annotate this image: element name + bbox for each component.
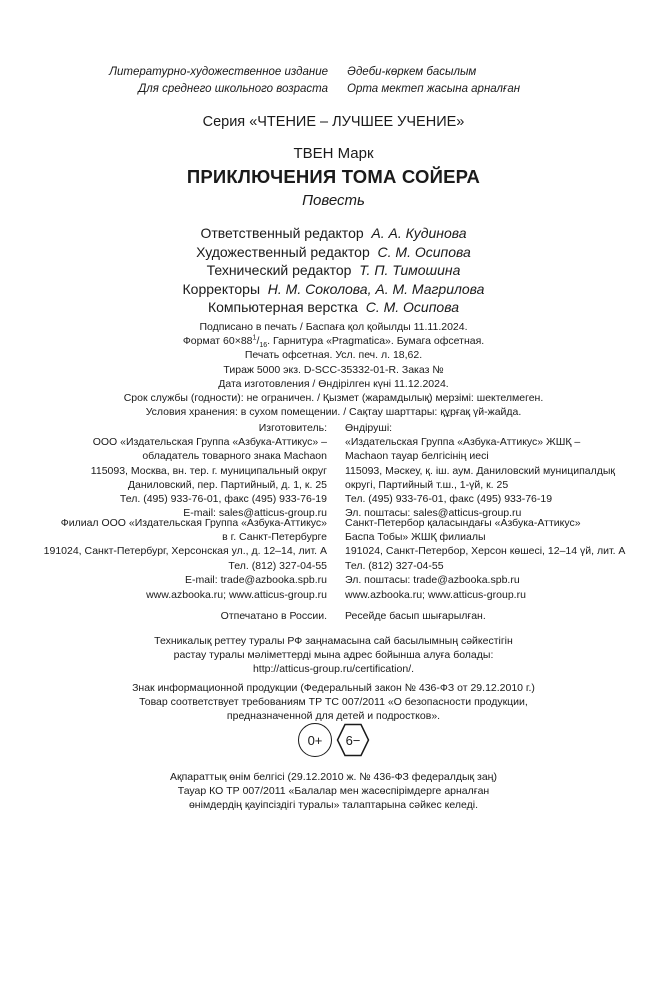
storage-line: Условия хранения: в сухом помещении. / Сақтау шарттары: құрғақ үй-жайда. <box>145 406 522 419</box>
web-links-kz: www.azbooka.ru; www.atticus-group.ru <box>345 589 526 601</box>
credit-line <box>0 261 667 280</box>
certification-info <box>0 634 667 677</box>
header-right-line: Әдеби-көркем басылым <box>347 66 477 78</box>
certification-url: http://atticus-group.ru/certification/. <box>252 663 415 676</box>
law-kz <box>0 770 667 813</box>
credit-person: С. М. Осипова <box>365 299 459 315</box>
series-title: Серия «ЧТЕНИЕ – ЛУЧШЕЕ УЧЕНИЕ» <box>202 114 465 130</box>
printed-in-kz: Ресейде басып шығарылған. <box>345 610 486 622</box>
header-left <box>109 64 328 98</box>
email-line: Эл. поштасы: sales@atticus-group.ru <box>345 507 522 520</box>
info-line: округі, Партийный т.ш., 1-үй, к. 25 <box>345 478 509 491</box>
credit-line <box>0 280 667 299</box>
info-line: Тел. (812) 327-04-55 <box>228 559 327 572</box>
info-line: Тел. (495) 933-76-01, факс (495) 933-76-19 <box>119 493 327 506</box>
credit-role: Художественный редактор <box>196 243 370 260</box>
info-line: Техникалық реттеу туралы РФ заңнамасына сай басылымның сәйкестігін <box>154 635 513 647</box>
header-left-line: Литературно-художественное издание <box>109 66 328 78</box>
book-title: ПРИКЛЮЧЕНИЯ ТОМА СОЙЕРА <box>186 166 481 187</box>
header-right-line: Орта мектеп жасына арналған <box>347 83 521 95</box>
printed-in-ru: Отпечатано в России. <box>220 610 327 622</box>
info-line: 191024, Санкт-Петербург, Херсонская ул., д. 12–14, лит. А <box>43 545 327 558</box>
email-line: E-mail: trade@azbooka.spb.ru <box>185 573 327 586</box>
run-line: Тираж 5000 экз. D-SCC-35332-01-R. Заказ № <box>223 363 444 376</box>
credit-person: А. А. Кудинова <box>371 225 467 241</box>
credit-role: Компьютерная верстка <box>207 299 358 315</box>
signed-line: Подписано в печать / Баспаға қол қойылды 11.11.2024. <box>199 321 468 333</box>
credit-person: С. М. Осипова <box>377 243 471 260</box>
credit-line <box>0 243 667 262</box>
life-line: Срок службы (годности): не ограничен. / Қызмет (жарамдылық) мерзімі: шектелмеген. <box>123 392 544 405</box>
info-line: 115093, Мәскеу, қ. іш. аум. Даниловский муниципалдық <box>345 464 616 477</box>
info-line: Ақпараттық өнім белгісі (29.12.2010 ж. № 436-ФЗ федералдық заң) <box>170 771 497 783</box>
info-line: обладатель товарного знака Machaon <box>142 450 327 463</box>
credit-person: Н. М. Соколова, А. М. Магрилова <box>267 280 485 297</box>
manufacturer-ru <box>91 421 327 520</box>
header-left-line: Для среднего школьного возраста <box>138 83 328 95</box>
tech-info <box>0 320 667 419</box>
info-line: Товар соответствует требованиям ТР ТС 007/2011 «О безопасности продукции, <box>139 696 528 709</box>
info-line: Знак информационной продукции (Федеральный закон № 436-ФЗ от 29.12.2010 г.) <box>132 682 535 694</box>
manufacturer-kz <box>345 421 615 520</box>
info-line: «Издательская Группа «Азбука-Аттикус» ЖШҚ – <box>345 436 581 449</box>
credit-role: Ответственный редактор <box>200 225 364 241</box>
info-line: ООО «Издательская Группа «Азбука-Аттикус» – <box>92 436 327 449</box>
credit-line <box>0 298 667 317</box>
web-links-ru: www.azbooka.ru; www.atticus-group.ru <box>146 589 327 601</box>
age-6-minus-badge: 6− <box>336 723 370 757</box>
info-line: 191024, Санкт-Петербор, Херсон көшесі, 12–14 үй, лит. А <box>345 545 626 558</box>
branch-ru <box>44 516 327 587</box>
credit-role: Технический редактор <box>206 262 352 278</box>
info-line: Баспа Тобы» ЖШҚ филиалы <box>345 531 486 544</box>
info-line: Даниловский, пер. Партийный, д. 1, к. 25 <box>127 478 327 491</box>
info-line: Тауар КО ТР 007/2011 «Балалар мен жасөспірімдерге арналған <box>177 785 490 798</box>
format-line: Формат $60\times 88^1/_{16}$. Гарнитура «Pragmatica». Бумага офсетная. <box>182 334 485 350</box>
info-line: Изготовитель: <box>258 422 327 434</box>
info-line: растау туралы мәліметтерді мына адрес бойынша алуға болады: <box>173 649 494 662</box>
info-line: өнімдердің қауіпсіздігі туралы» талаптарына сәйкес келеді. <box>188 799 479 812</box>
info-line: 115093, Москва, вн. тер. г. муниципальный округ <box>90 464 327 477</box>
info-line: Санкт-Петербор қаласындағы «Азбука-Аттикус» <box>345 517 581 529</box>
info-line: предназначенной для детей и подростков». <box>226 710 441 723</box>
made-line: Дата изготовления / Өндірілген күні 11.12.2024. <box>218 377 449 390</box>
genre: Повесть <box>302 192 365 209</box>
credit-line <box>0 224 667 243</box>
author-name: ТВЕН Марк <box>293 145 374 162</box>
law-ru <box>0 681 667 724</box>
email-line: Эл. поштасы: trade@azbooka.spb.ru <box>345 573 520 586</box>
info-line: Филиал ООО «Издательская Группа «Азбука-Аттикус» <box>60 517 327 529</box>
credits <box>0 224 667 317</box>
email-line: E-mail: sales@atticus-group.ru <box>183 507 327 520</box>
branch-kz <box>345 516 625 587</box>
info-line: в г. Санкт-Петербурге <box>222 531 327 544</box>
info-line: Тел. (812) 327-04-55 <box>345 559 444 572</box>
print-line: Печать офсетная. Усл. печ. л. 18,62. <box>244 349 423 362</box>
info-line: Machaon тауар белгісінің иесі <box>345 450 489 463</box>
info-line: Өндіруші: <box>345 422 393 434</box>
credit-role: Корректоры <box>182 280 261 297</box>
age-0-plus-badge: 0+ <box>298 723 332 757</box>
info-line: Тел. (495) 933-76-01, факс (495) 933-76-19 <box>345 493 553 506</box>
credit-person: Т. П. Тимошина <box>359 262 461 278</box>
header-right <box>347 64 520 98</box>
